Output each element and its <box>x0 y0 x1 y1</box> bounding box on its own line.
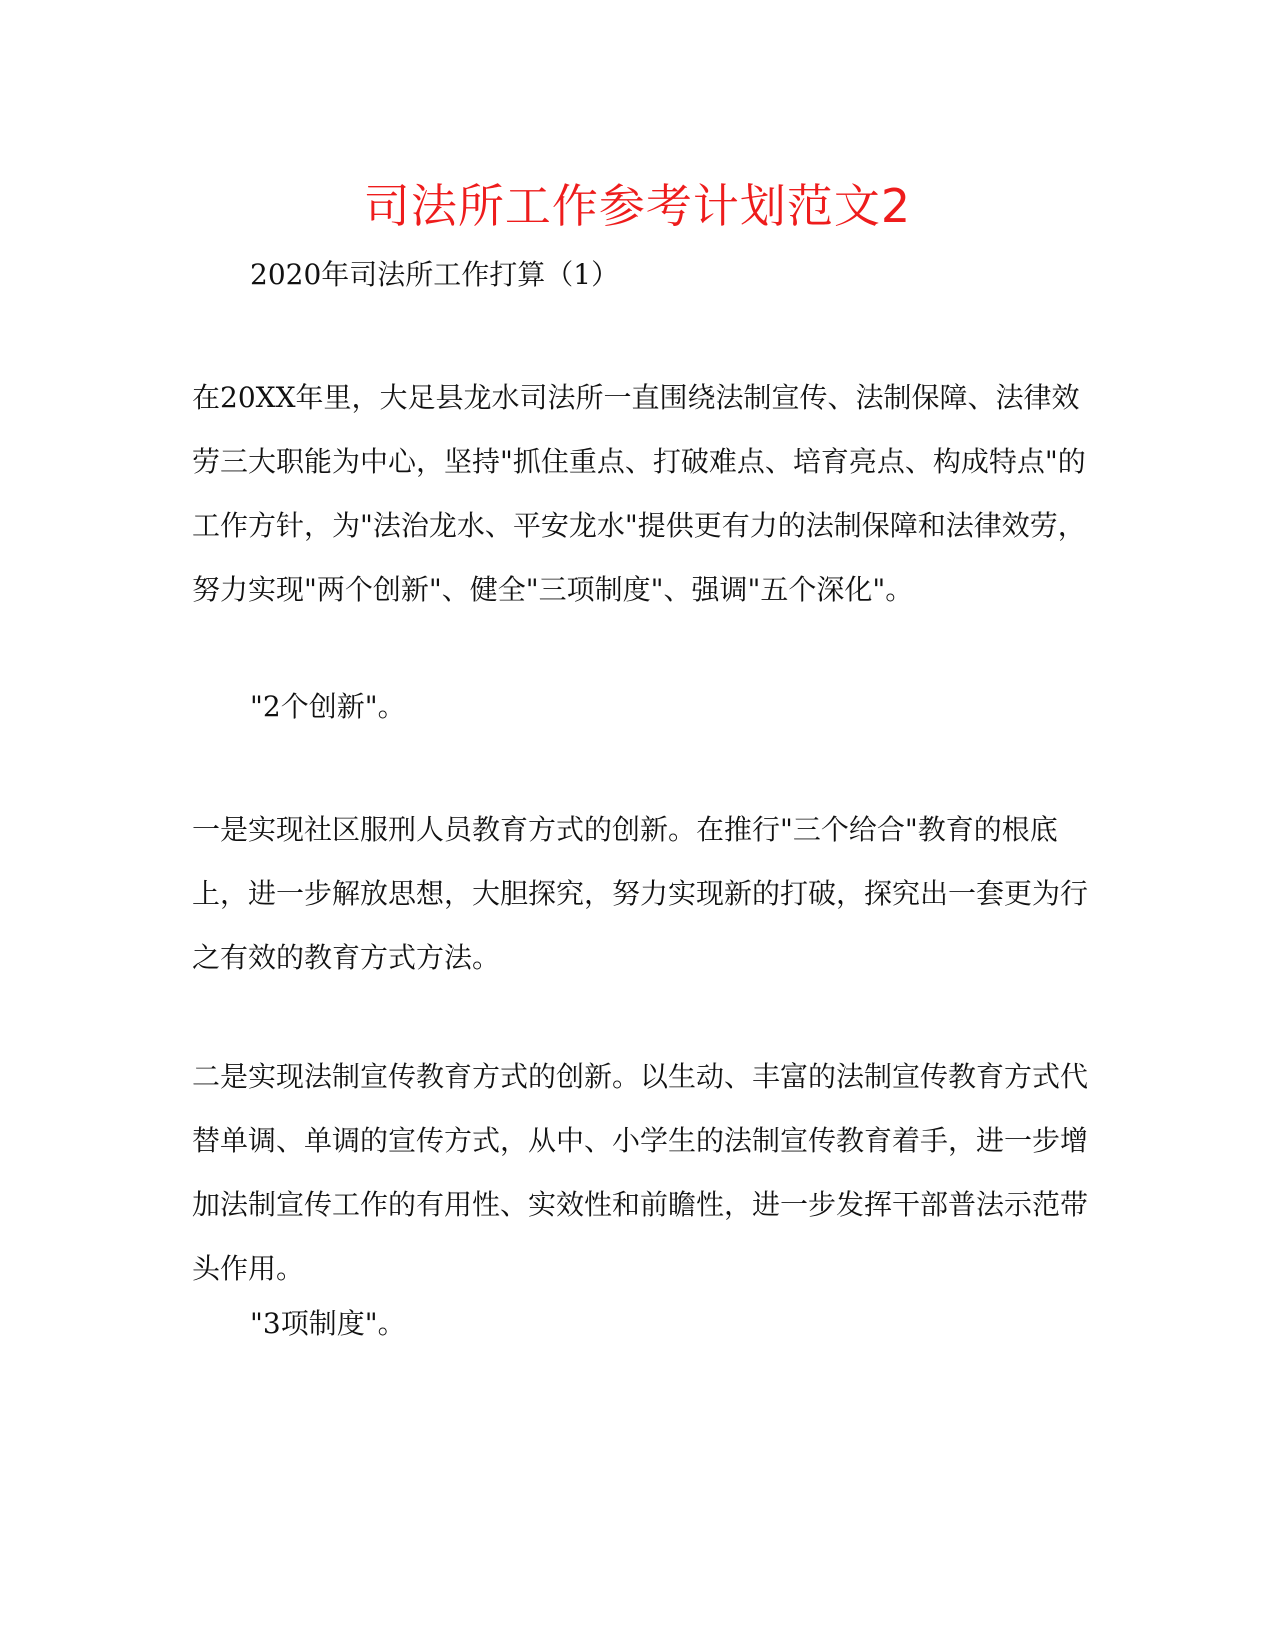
paragraph-innovation-one: 一是实现社区服刑人员教育方式的创新。在推行"三个给合"教育的根底上，进一步解放思想，大胆探究，努力实现新的打破，探究出一套更为行之有效的教育方式方法。 <box>192 813 1089 974</box>
document-title: 司法所工作参考计划范文2 <box>363 179 912 233</box>
section-heading-systems: "3项制度"。 <box>250 1307 406 1340</box>
paragraph-intro: 在20XX年里，大足县龙水司法所一直围绕法制宣传、法制保障、法律效劳三大职能为中心，坚持"抓住重点、打破难点、培育亮点、构成特点"的工作方针，为"法治龙水、平安龙水"提供更有力的法制保障和法律效劳，努力实现"两个创新"、健全"三项制度"、强调"五个深化"。 <box>192 381 1086 606</box>
paragraph-innovation-two: 二是实现法制宣传教育方式的创新。以生动、丰富的法制宣传教育方式代替单调、单调的宣传方式，从中、小学生的法制宣传教育着手，进一步增加法制宣传工作的有用性、实效性和前瞻性，进一步发挥干部普法示范带头作用。 <box>192 1060 1089 1285</box>
section-heading-innovations: "2个创新"。 <box>250 690 406 723</box>
document-subtitle: 2020年司法所工作打算（1） <box>250 258 620 291</box>
